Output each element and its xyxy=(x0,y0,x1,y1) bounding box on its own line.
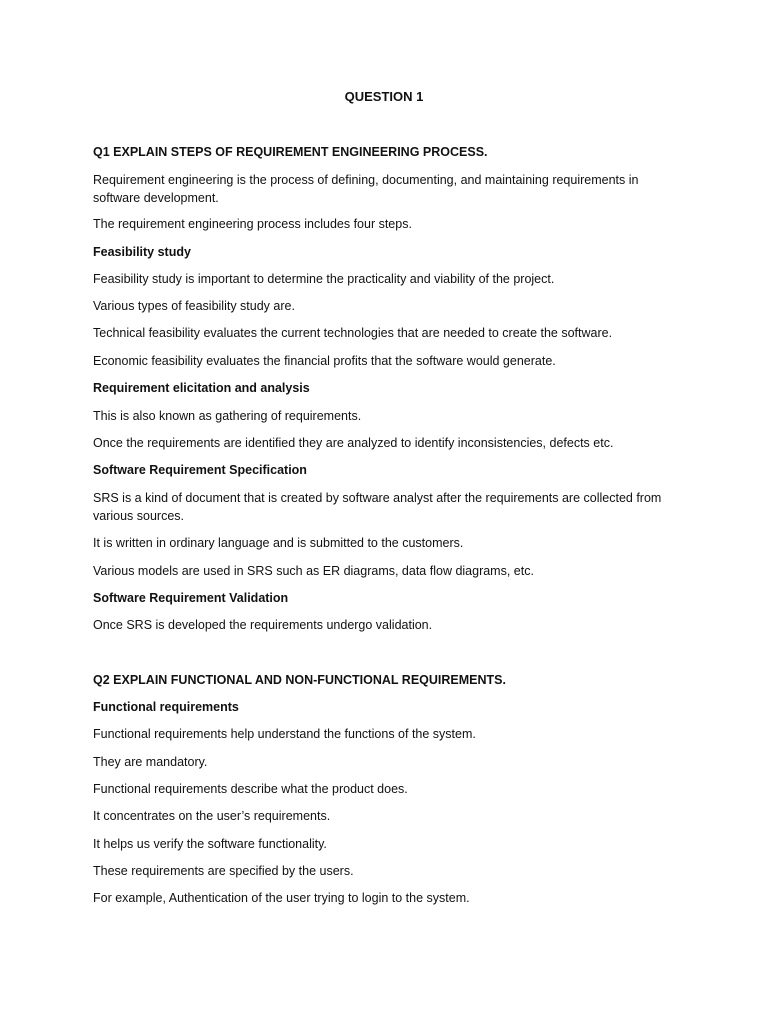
heading-line: Q1 EXPLAIN STEPS OF REQUIREMENT ENGINEERING PROCESS. xyxy=(93,145,488,159)
paragraph-line: Requirement engineering is the process of defining, documenting, and maintaining requirements in software development. xyxy=(93,173,639,205)
heading-line: Feasibility study xyxy=(93,245,191,259)
heading-line: Software Requirement Validation xyxy=(93,591,289,605)
paragraph-line: Various models are used in SRS such as ER diagrams, data flow diagrams, etc. xyxy=(93,564,534,578)
paragraph-line: These requirements are specified by the users. xyxy=(93,864,354,878)
paragraph-line: Feasibility study is important to determine the practicality and viability of the project. xyxy=(93,272,555,286)
heading-line: Q2 EXPLAIN FUNCTIONAL AND NON-FUNCTIONAL REQUIREMENTS. xyxy=(93,673,506,687)
paragraph-line: The requirement engineering process includes four steps. xyxy=(93,217,412,231)
paragraph-line: For example, Authentication of the user trying to login to the system. xyxy=(93,891,470,905)
paragraph-line: Once SRS is developed the requirements undergo validation. xyxy=(93,618,433,632)
paragraph-line: Functional requirements describe what the product does. xyxy=(93,782,408,796)
paragraph-line: It concentrates on the user’s requirements. xyxy=(93,809,331,823)
paragraph-line: It is written in ordinary language and is submitted to the customers. xyxy=(93,536,464,550)
heading-line: Software Requirement Specification xyxy=(93,463,307,477)
document-title: QUESTION 1 xyxy=(344,89,424,104)
paragraph-line: Functional requirements help understand the functions of the system. xyxy=(93,727,476,741)
heading-line: Requirement elicitation and analysis xyxy=(93,381,310,395)
paragraph-line: Various types of feasibility study are. xyxy=(93,299,295,313)
paragraph-line: It helps us verify the software functionality. xyxy=(93,837,327,851)
paragraph-line: They are mandatory. xyxy=(93,755,208,769)
paragraph-line: Once the requirements are identified they are analyzed to identify inconsistencies, defects etc. xyxy=(93,436,614,450)
paragraph-line: This is also known as gathering of requirements. xyxy=(93,409,362,423)
paragraph-line: Technical feasibility evaluates the current technologies that are needed to create the software. xyxy=(93,326,613,340)
heading-line: Functional requirements xyxy=(93,700,239,714)
paragraph-line: Economic feasibility evaluates the financial profits that the software would generate. xyxy=(93,354,556,368)
paragraph-line: SRS is a kind of document that is created by software analyst after the requirements are collected from various sources. xyxy=(93,491,662,523)
